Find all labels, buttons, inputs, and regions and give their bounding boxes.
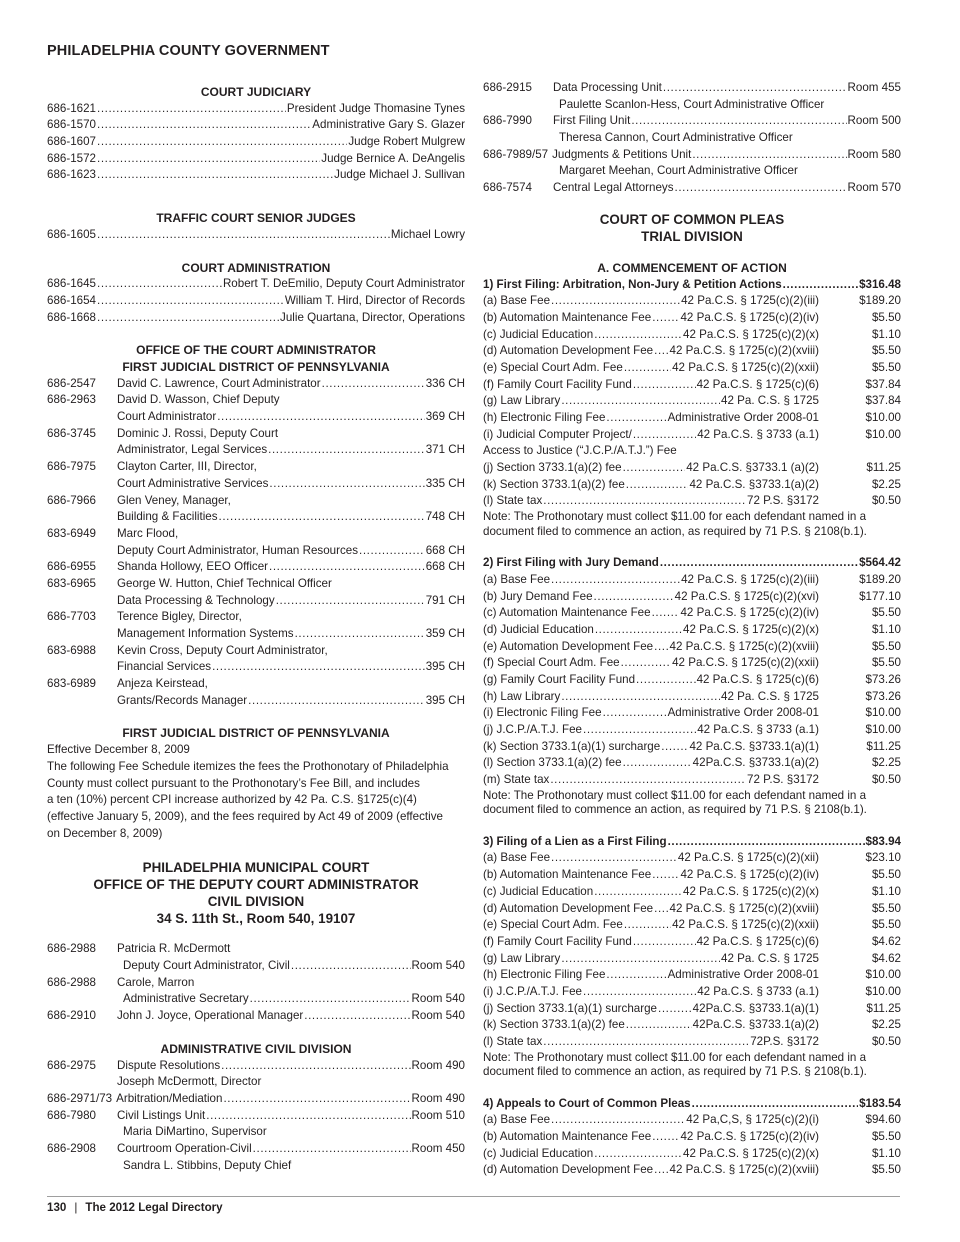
publication-title: The 2012 Legal Directory bbox=[85, 1201, 223, 1214]
municipal-list bbox=[47, 941, 465, 1024]
fee-group-3 bbox=[483, 834, 901, 1080]
list-item: 686-7975 Clayton Carter, III, Director, bbox=[47, 460, 257, 474]
fee-note: Note: The Prothonotary must collect $11.00 for each defendant named in a bbox=[483, 510, 867, 524]
fee-row: (g) Law Library ..... 42 Pa. C.S. § 1725 $37.84 bbox=[483, 393, 901, 410]
fee-row: (b) Automation Maintenance Fee ..... 42 Pa.C.S. § 1725(c)(2)(iv) $5.50 bbox=[483, 867, 901, 884]
fee-row: (h) Electronic Filing Fee ..... Administrative Order 2008-01 $10.00 bbox=[483, 410, 901, 427]
list-item: 686-2988 Patricia R. McDermott bbox=[47, 942, 231, 956]
footer-separator: | bbox=[74, 1201, 78, 1214]
list-item-cont: Court Administrative Services ..... 335 CH bbox=[47, 476, 465, 493]
office-admin-list bbox=[47, 376, 465, 710]
municipal-court-title: PHILADELPHIA MUNICIPAL COURT bbox=[142, 860, 370, 876]
fee-row: (i) J.C.P./A.T.J. Fee ..... 42 Pa.C.S. § 3733 (a.1) $10.00 bbox=[483, 984, 901, 1001]
list-item: 686-1607 ..... Judge Robert Mulgrew bbox=[47, 134, 465, 151]
fjd-paragraph-line: on December 8, 2009) bbox=[47, 826, 163, 840]
fee-row: (c) Automation Maintenance Fee ..... 42 Pa.C.S. § 1725(c)(2)(iv) $5.50 bbox=[483, 605, 901, 622]
fee-row: (a) Base Fee ..... 42 Pa.C.S. § 1725(c)(2)(iii) $189.20 bbox=[483, 293, 901, 310]
list-item: 686-1623 ..... Judge Michael J. Sullivan bbox=[47, 167, 465, 184]
list-item: 686-7989/57 Judgments & Petitions Unit ..... Room 580 bbox=[483, 147, 901, 164]
list-item-cont: Data Processing & Technology ..... 791 CH bbox=[47, 593, 465, 610]
list-item: 686-2915 Data Processing Unit ..... Room 455 bbox=[483, 80, 901, 97]
fjd-paragraph-line: County must collect pursuant to the Prothonotary’s Fee Bill, and includes bbox=[47, 776, 420, 790]
municipal-division-title: CIVIL DIVISION bbox=[207, 894, 305, 910]
fee-group-heading: 1) First Filing: Arbitration, Non-Jury & Petition Actions ..... $316.48 bbox=[483, 277, 901, 294]
fee-row: (i) Judicial Computer Project/ ..... 42 Pa.C.S. § 3733 (a.1) $10.00 bbox=[483, 427, 901, 444]
list-item: 686-2910 John J. Joyce, Operational Manager ..... Room 540 bbox=[47, 1008, 465, 1025]
fee-note: document filed to commence an action, as required by 71 P.S. § 2108(b.1). bbox=[483, 803, 867, 817]
list-item: 686-2975 Dispute Resolutions ..... Room 490 bbox=[47, 1058, 465, 1075]
list-item: 686-1668 ..... Julie Quartana, Director, Operations bbox=[47, 310, 465, 327]
list-item-cont: Financial Services ..... 395 CH bbox=[47, 659, 465, 676]
fee-note: Note: The Prothonotary must collect $11.00 for each defendant named in a bbox=[483, 1050, 867, 1064]
list-item: 683-6989 Anjeza Keirstead, bbox=[47, 677, 208, 691]
fee-row: (b) Automation Maintenance Fee ..... 42 Pa.C.S. § 1725(c)(2)(iv) $5.50 bbox=[483, 1129, 901, 1146]
list-item-cont: Margaret Meehan, Court Administrative Officer bbox=[559, 164, 798, 178]
footer-divider bbox=[47, 1196, 900, 1197]
fee-row: (d) Automation Development Fee ..... 42 Pa.C.S. § 1725(c)(2)(xviii) $5.50 bbox=[483, 1162, 901, 1179]
fee-row: (c) Judicial Education ..... 42 Pa.C.S. § 1725(c)(2)(x) $1.10 bbox=[483, 327, 901, 344]
list-item-cont: Deputy Court Administrator, Human Resources ..... 668 CH bbox=[47, 543, 465, 560]
fee-row: (b) Automation Maintenance Fee ..... 42 Pa.C.S. § 1725(c)(2)(iv) $5.50 bbox=[483, 310, 901, 327]
fee-row: (g) Family Court Facility Fund ..... 42 Pa.C.S. § 1725(c)(6) $73.26 bbox=[483, 672, 901, 689]
fee-row-cont: Access to Justice (“J.C.P./A.T.J.”) Fee bbox=[483, 444, 677, 458]
trial-division-title: TRIAL DIVISION bbox=[641, 228, 743, 244]
list-item: 686-2547 David C. Lawrence, Court Administrator ..... 336 CH bbox=[47, 376, 465, 393]
list-item: 686-2908 Courtroom Operation-Civil ..... Room 450 bbox=[47, 1141, 465, 1158]
fee-group-heading: 2) First Filing with Jury Demand ..... $564.42 bbox=[483, 555, 901, 572]
court-admin-title: COURT ADMINISTRATION bbox=[181, 260, 331, 275]
right-column bbox=[483, 80, 901, 1179]
list-item: 686-2963 David D. Wasson, Chief Deputy bbox=[47, 393, 280, 407]
fee-row: (e) Special Court Adm. Fee ..... 42 Pa.C.S. § 1725(c)(2)(xxii) $5.50 bbox=[483, 917, 901, 934]
list-item-cont: Management Information Systems ..... 359 CH bbox=[47, 626, 465, 643]
admin-civil-title: ADMINISTRATIVE CIVIL DIVISION bbox=[160, 1041, 352, 1056]
list-item-cont: Paulette Scanlon-Hess, Court Administrative Officer bbox=[559, 97, 825, 111]
office-admin-subtitle: FIRST JUDICIAL DISTRICT OF PENNSYLVANIA bbox=[122, 360, 390, 374]
municipal-address: 34 S. 11th St., Room 540, 19107 bbox=[156, 911, 356, 927]
commencement-title: A. COMMENCEMENT OF ACTION bbox=[597, 260, 787, 275]
court-judiciary-title: COURT JUDICIARY bbox=[200, 85, 312, 99]
left-column bbox=[47, 80, 465, 1174]
fee-row: (h) Electronic Filing Fee ..... Administrative Order 2008-01 $10.00 bbox=[483, 967, 901, 984]
office-admin-title: OFFICE OF THE COURT ADMINISTRATOR bbox=[136, 343, 376, 358]
page-number: 130 bbox=[47, 1201, 67, 1214]
list-item-cont: Deputy Court Administrator, Civil ..... Room 540 bbox=[47, 958, 465, 975]
fee-row: (k) Section 3733.1(a)(2) fee ..... 42Pa.C.S. §3733.1(a)(2) $2.25 bbox=[483, 1017, 901, 1034]
list-item-cont: Grants/Records Manager ..... 395 CH bbox=[47, 693, 465, 710]
fee-note: document filed to commence an action, as required by 71 P.S. § 2108(b.1). bbox=[483, 524, 867, 538]
fee-row: (l) Section 3733.1(a)(2) fee ..... 42Pa.C.S. §3733.1(a)(2) $2.25 bbox=[483, 755, 901, 772]
list-item-cont: Court Administrator ..... 369 CH bbox=[47, 409, 465, 426]
traffic-court-title: TRAFFIC COURT SENIOR JUDGES bbox=[156, 211, 356, 226]
list-item: 686-1572 ..... Judge Bernice A. DeAngelis bbox=[47, 151, 465, 168]
fjd-paragraph-line: a ten (10%) percent CPI increase authorized by 42 Pa. C.S. §1725(c)(4) bbox=[47, 793, 417, 807]
list-item: 686-1570 ..... Administrative Gary S. Glazer bbox=[47, 117, 465, 134]
list-item: 686-6955 Shanda Hollowy, EEO Officer ..... 668 CH bbox=[47, 559, 465, 576]
fjd-title: FIRST JUDICIAL DISTRICT OF PENNSYLVANIA bbox=[122, 726, 390, 741]
fee-row: (f) Special Court Adm. Fee ..... 42 Pa.C.S. § 1725(c)(2)(xxii) $5.50 bbox=[483, 655, 901, 672]
list-item: 683-6988 Kevin Cross, Deputy Court Administrator, bbox=[47, 643, 328, 657]
fee-row: (m) State tax ..... 72 P.S. §3172 $0.50 bbox=[483, 772, 901, 789]
fee-row: (i) Electronic Filing Fee ..... Administrative Order 2008-01 $10.00 bbox=[483, 705, 901, 722]
court-judiciary-list bbox=[47, 101, 465, 184]
fee-row: (e) Automation Development Fee ..... 42 Pa.C.S. § 1725(c)(2)(xviii) $5.50 bbox=[483, 639, 901, 656]
fee-group-heading: 3) Filing of a Lien as a First Filing ..... $83.94 bbox=[483, 834, 901, 851]
list-item: 683-6965 George W. Hutton, Chief Technical Officer bbox=[47, 576, 332, 590]
fee-row: (l) State tax ..... 72 P.S. §3172 $0.50 bbox=[483, 493, 901, 510]
fee-row: (g) Law Library ..... 42 Pa. C.S. § 1725 $4.62 bbox=[483, 951, 901, 968]
fee-row: (a) Base Fee ..... 42 Pa,C,S, § 1725(c)(2)(i) $94.60 bbox=[483, 1112, 901, 1129]
list-item: 686-1621 ..... President Judge Thomasine Tynes bbox=[47, 101, 465, 118]
fee-group-4 bbox=[483, 1096, 901, 1179]
page-header: PHILADELPHIA COUNTY GOVERNMENT bbox=[47, 43, 330, 59]
list-item: 686-1654 ..... William T. Hird, Director of Records bbox=[47, 293, 465, 310]
list-item: 686-7966 Glen Veney, Manager, bbox=[47, 493, 231, 507]
fee-row: (b) Jury Demand Fee ..... 42 Pa.C.S. § 1725(c)(2)(xvi) $177.10 bbox=[483, 589, 901, 606]
list-item-cont: Sandra L. Stibbins, Deputy Chief bbox=[123, 1158, 292, 1172]
fee-row: (j) Section 3733.1(a)(2) fee ..... 42 Pa.C.S. §3733.1 (a)(2) $11.25 bbox=[483, 460, 901, 477]
list-item: 686-3745 Dominic J. Rossi, Deputy Court bbox=[47, 426, 279, 440]
fee-row: (j) J.C.P./A.T.J. Fee ..... 42 Pa.C.S. § 3733 (a.1) $10.00 bbox=[483, 722, 901, 739]
list-item-cont: Theresa Cannon, Court Administrative Officer bbox=[559, 131, 793, 145]
fee-row: (a) Base Fee ..... 42 Pa.C.S. § 1725(c)(2)(xii) $23.10 bbox=[483, 850, 901, 867]
fee-note: document filed to commence an action, as required by 71 P.S. § 2108(b.1). bbox=[483, 1065, 867, 1079]
list-item: 683-6949 Marc Flood, bbox=[47, 526, 179, 540]
fee-row: (f) Family Court Facility Fund ..... 42 Pa.C.S. § 1725(c)(6) $4.62 bbox=[483, 934, 901, 951]
list-item: 686-7980 Civil Listings Unit ..... Room 510 bbox=[47, 1108, 465, 1125]
fee-group-heading: 4) Appeals to Court of Common Pleas ..... $183.54 bbox=[483, 1096, 901, 1113]
fee-row: (a) Base Fee ..... 42 Pa.C.S. § 1725(c)(2)(iii) $189.20 bbox=[483, 572, 901, 589]
page-footer bbox=[47, 1200, 223, 1217]
admin-civil-list bbox=[47, 1058, 465, 1175]
list-item: 686-2971/73 Arbitration/Mediation ..... Room 490 bbox=[47, 1091, 465, 1108]
fee-row: (e) Special Court Adm. Fee ..... 42 Pa.C.S. § 1725(c)(2)(xxii) $5.50 bbox=[483, 360, 901, 377]
list-item: 686-2988 Carole, Marron bbox=[47, 975, 195, 989]
list-item: 686-7990 First Filing Unit ..... Room 500 bbox=[483, 113, 901, 130]
fjd-effective: Effective December 8, 2009 bbox=[47, 743, 190, 757]
list-item: 686-7574 Central Legal Attorneys ..... Room 570 bbox=[483, 180, 901, 197]
list-item-cont: Maria DiMartino, Supervisor bbox=[123, 1125, 267, 1139]
fee-row: (f) Family Court Facility Fund ..... 42 Pa.C.S. § 1725(c)(6) $37.84 bbox=[483, 377, 901, 394]
fee-row: (j) Section 3733.1(a)(1) surcharge ..... 42Pa.C.S. §3733.1(a)(1) $11.25 bbox=[483, 1001, 901, 1018]
right-top-list bbox=[483, 80, 901, 197]
fee-row: (d) Automation Development Fee ..... 42 Pa.C.S. § 1725(c)(2)(xviii) $5.50 bbox=[483, 901, 901, 918]
fee-group-1 bbox=[483, 277, 901, 540]
list-item-cont: Administrative Secretary ..... Room 540 bbox=[47, 991, 465, 1008]
fee-row: (k) Section 3733.1(a)(2) fee ..... 42 Pa.C.S. §3733.1(a)(2) $2.25 bbox=[483, 477, 901, 494]
list-item-cont: Joseph McDermott, Director bbox=[117, 1075, 262, 1089]
list-item-cont: Administrator, Legal Services ..... 371 CH bbox=[47, 442, 465, 459]
fee-row: (d) Judicial Education ..... 42 Pa.C.S. § 1725(c)(2)(x) $1.10 bbox=[483, 622, 901, 639]
list-item: 686-1645 ..... Robert T. DeEmilio, Deputy Court Administrator bbox=[47, 276, 465, 293]
list-item: 686-1605 ..... Michael Lowry bbox=[47, 227, 465, 244]
list-item-cont: Building & Facilities ..... 748 CH bbox=[47, 509, 465, 526]
fee-row: (l) State tax ..... 72P.S. §3172 $0.50 bbox=[483, 1034, 901, 1051]
fjd-paragraph-line: The following Fee Schedule itemizes the fees the Prothonotary of Philadelphia bbox=[47, 759, 449, 773]
fee-row: (c) Judicial Education ..... 42 Pa.C.S. § 1725(c)(2)(x) $1.10 bbox=[483, 1146, 901, 1163]
fee-group-2 bbox=[483, 555, 901, 818]
fee-row: (k) Section 3733.1(a)(1) surcharge ..... 42 Pa.C.S. §3733.1(a)(1) $11.25 bbox=[483, 739, 901, 756]
fee-row: (d) Automation Development Fee ..... 42 Pa.C.S. § 1725(c)(2)(xviii) $5.50 bbox=[483, 343, 901, 360]
fee-note: Note: The Prothonotary must collect $11.00 for each defendant named in a bbox=[483, 788, 867, 802]
fjd-paragraph-line: (effective January 5, 2009), and the fees required by Act 49 of 2009 (effective bbox=[47, 809, 443, 823]
list-item: 686-7703 Terence Bigley, Director, bbox=[47, 610, 242, 624]
common-pleas-title: COURT OF COMMON PLEAS bbox=[599, 211, 785, 227]
municipal-office-title: OFFICE OF THE DEPUTY COURT ADMINISTRATOR bbox=[93, 877, 419, 893]
fee-row: (c) Judicial Education ..... 42 Pa.C.S. § 1725(c)(2)(x) $1.10 bbox=[483, 884, 901, 901]
fee-row: (h) Law Library ..... 42 Pa. C.S. § 1725 $73.26 bbox=[483, 689, 901, 706]
